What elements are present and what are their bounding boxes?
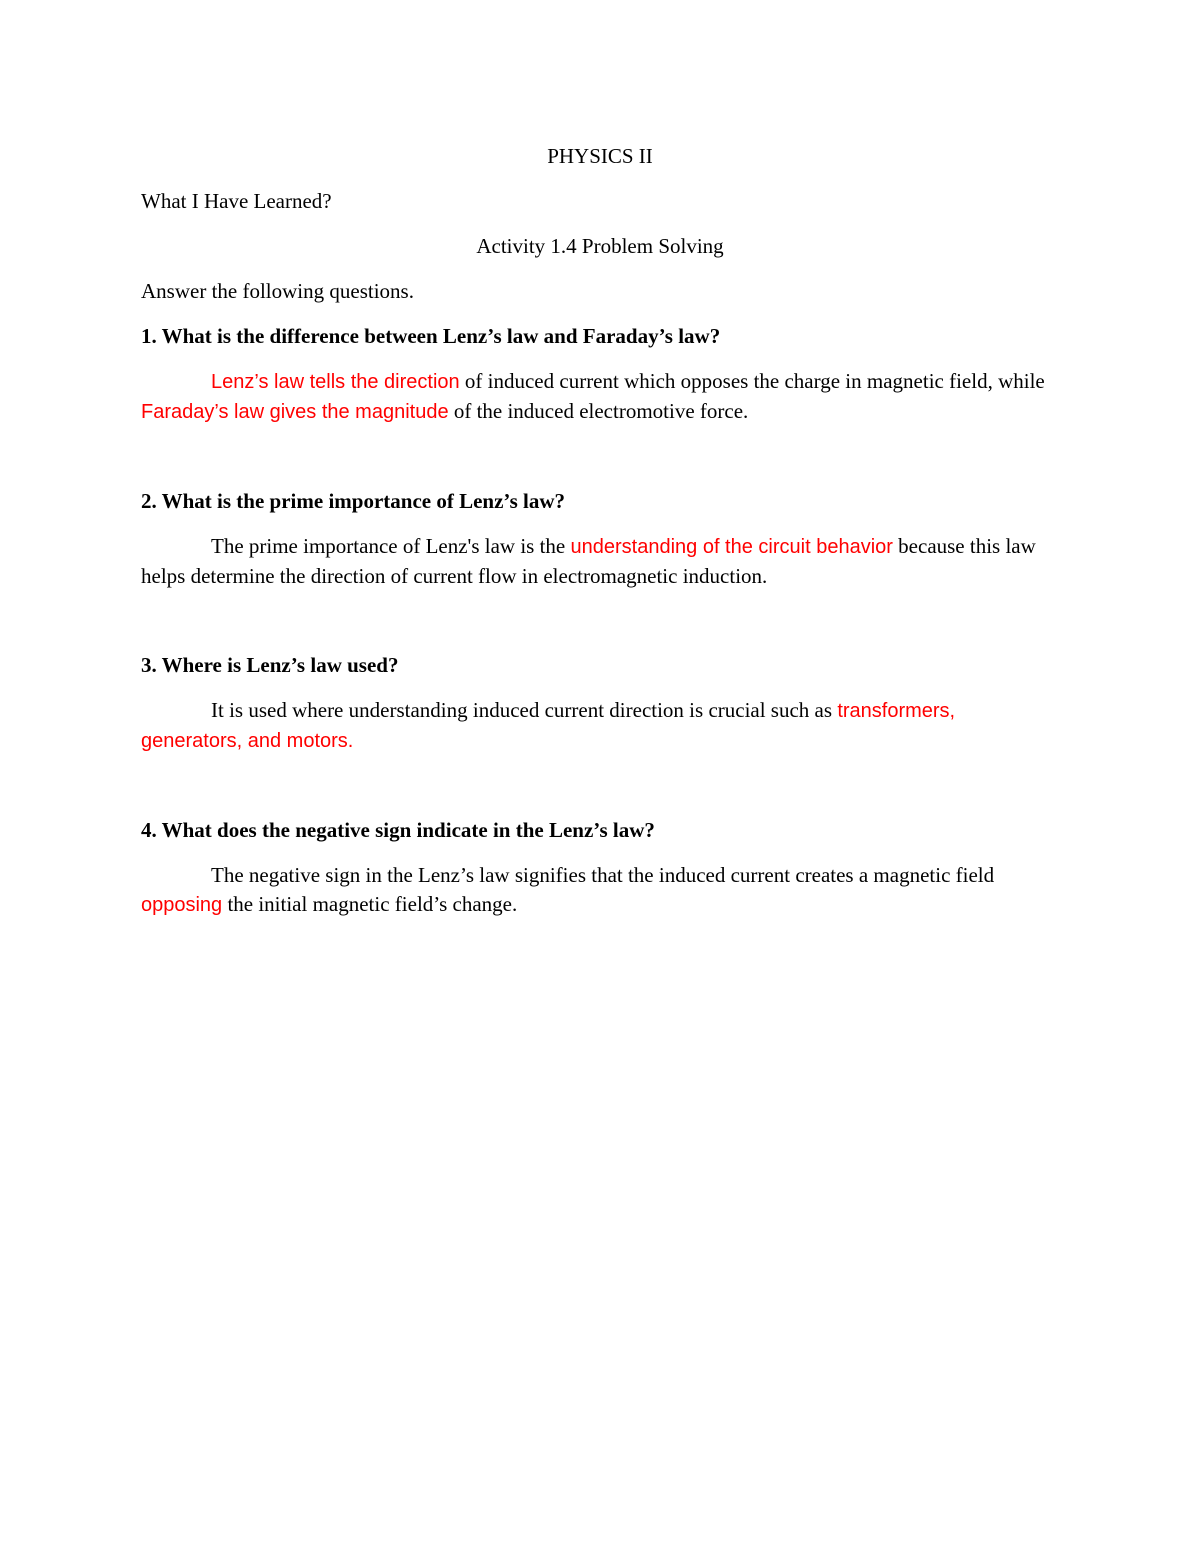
answer-1-segment: Faraday’s law gives the magnitude [141,401,449,423]
answer-2-segment: understanding of the circuit behavior [570,536,893,558]
answer-2 [141,532,1059,591]
document-title: PHYSICS II [547,144,653,168]
qa-item-3 [141,651,1059,756]
section-heading: What I Have Learned? [141,189,332,213]
document-body [141,142,1059,980]
qa-item-2 [141,487,1059,591]
answer-4-segment: the initial magnetic field’s change. [222,892,518,916]
answer-4-segment: opposing [141,894,223,916]
answer-1-segment: of the induced electromotive force. [448,399,749,423]
answer-3-segment: It is used where understanding induced current direction is crucial such as [211,698,838,722]
answer-4 [141,861,1059,920]
qa-item-1 [141,322,1059,427]
answer-1 [141,367,1059,427]
answer-2-segment: because this law helps determine the direction of current flow in electromagnetic induction. [141,534,1036,588]
instruction-text: Answer the following questions. [141,279,414,303]
answer-2-segment: The prime importance of Lenz's law is the [211,534,571,558]
answer-4-segment: The negative sign in the Lenz’s law signifies that the induced current creates a magnetic field [211,863,995,887]
question-3: 3. Where is Lenz’s law used? [141,653,399,677]
answer-3-segment: transformers, generators, and motors. [141,700,956,752]
activity-heading: Activity 1.4 Problem Solving [476,234,724,258]
question-2: 2. What is the prime importance of Lenz’s law? [141,489,566,513]
qa-item-4 [141,816,1059,920]
answer-3 [141,696,1059,756]
question-1: 1. What is the difference between Lenz’s law and Faraday’s law? [141,324,721,348]
answer-1-segment: of induced current which opposes the charge in magnetic field, while [459,369,1045,393]
question-4: 4. What does the negative sign indicate in the Lenz’s law? [141,818,655,842]
answer-1-segment: Lenz’s law tells the direction [211,371,460,393]
